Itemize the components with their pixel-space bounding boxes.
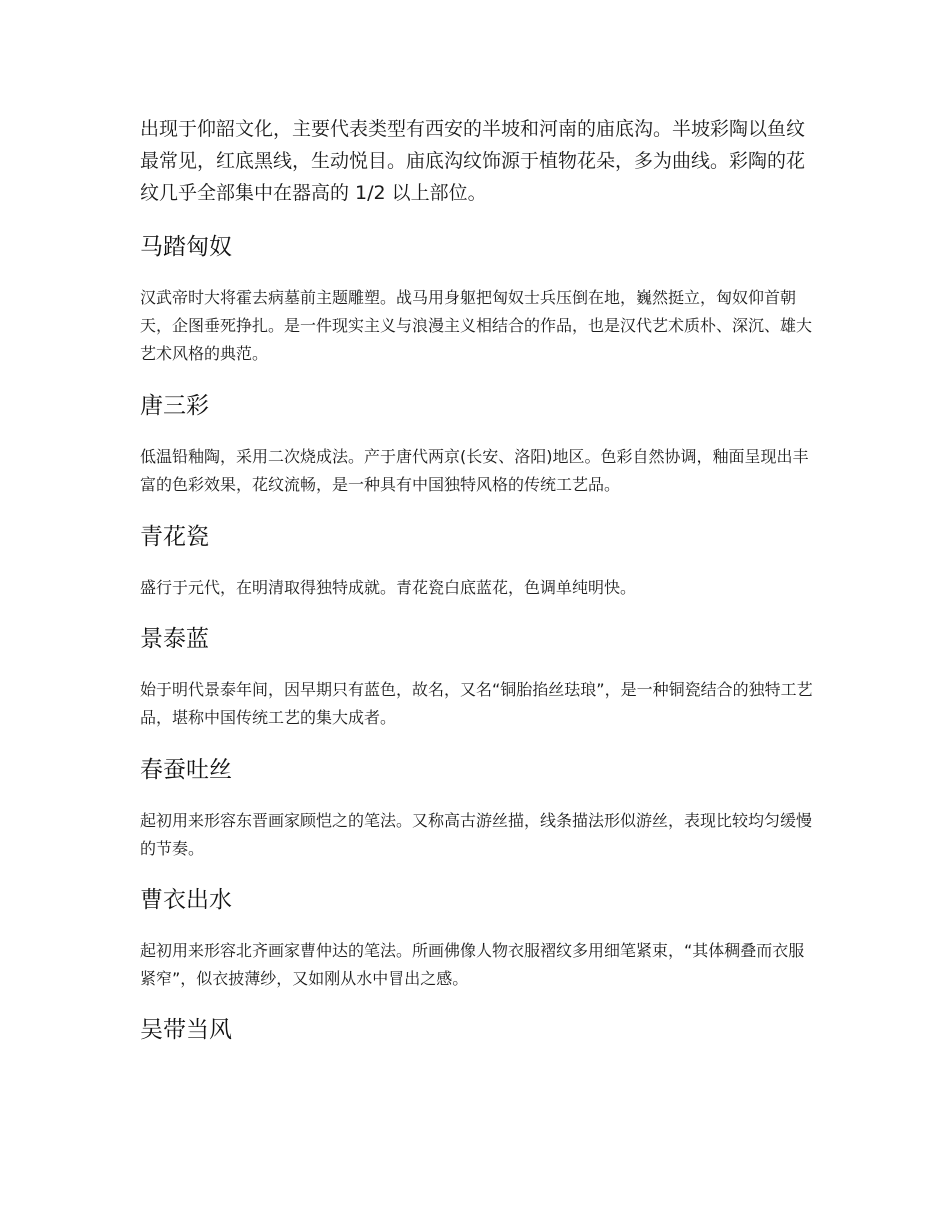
section-chuncan-tusi	[140, 755, 820, 863]
section-qinghua-ci	[140, 522, 820, 602]
section-heading: 曹衣出水	[140, 887, 232, 913]
section-heading: 吴带当风	[140, 1017, 232, 1043]
section-caoyi-chushui	[140, 885, 820, 993]
section-body: 始于明代景泰年间，因早期只有蓝色，故名，又名“铜胎掐丝珐琅”，是一种铜瓷结合的独特工艺品，堪称中国传统工艺的集大成者。	[140, 680, 813, 727]
section-body: 盛行于元代，在明清取得独特成就。青花瓷白底蓝花，色调单纯明快。	[140, 578, 637, 597]
section-heading: 景泰蓝	[140, 626, 209, 652]
section-tang-sancai	[140, 391, 820, 499]
section-body: 低温铅釉陶，采用二次烧成法。产于唐代两京(长安、洛阳)地区。色彩自然协调，釉面呈现出丰富的色彩效果，花纹流畅，是一种具有中国独特风格的传统工艺品。	[140, 447, 809, 494]
section-heading: 青花瓷	[140, 524, 209, 550]
section-ma-ta-xiongnu	[140, 232, 820, 368]
section-body: 起初用来形容东晋画家顾恺之的笔法。又称高古游丝描，线条描法形似游丝，表现比较均匀缓慢的节奏。	[140, 811, 813, 858]
section-body: 汉武帝时大将霍去病墓前主题雕塑。战马用身躯把匈奴士兵压倒在地，巍然挺立，匈奴仰首朝天，企图垂死挣扎。是一件现实主义与浪漫主义相结合的作品，也是汉代艺术质朴、深沉、雄大艺术风格的典范。	[140, 288, 813, 363]
section-heading: 马踏匈奴	[140, 234, 232, 260]
section-heading: 春蚕吐丝	[140, 757, 232, 783]
section-jingtai-lan	[140, 624, 820, 732]
section-heading: 唐三彩	[140, 393, 209, 419]
intro-paragraph: 出现于仰韶文化，主要代表类型有西安的半坡和河南的庙底沟。半坡彩陶以鱼纹最常见，红底黑线，生动悦目。庙底沟纹饰源于植物花朵，多为曲线。彩陶的花纹几乎全部集中在器高的 1/2 以上部位。	[140, 118, 806, 204]
section-body: 起初用来形容北齐画家曹仲达的笔法。所画佛像人物衣服褶纹多用细笔紧束，“其体稠叠而衣服紧窄”，似衣披薄纱，又如刚从水中冒出之感。	[140, 941, 805, 988]
section-wudai-dangfeng	[140, 1015, 820, 1045]
